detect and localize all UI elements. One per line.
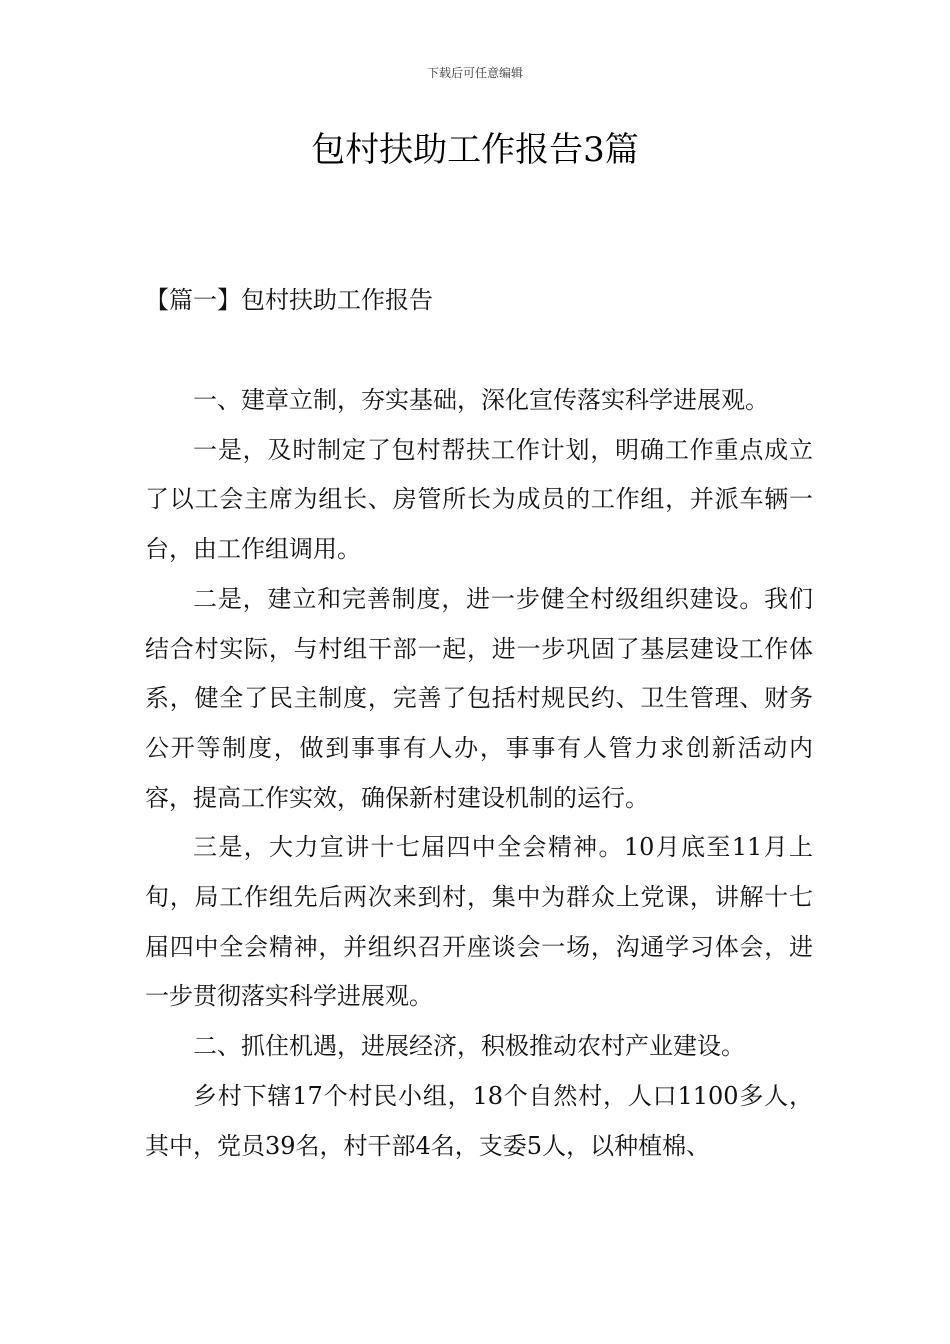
paragraph: 二、抓住机遇，进展经济，积极推动农村产业建设。	[193, 1032, 745, 1061]
paragraph: 二是，建立和完善制度，进一步健全村级组织建设。我们结合村实际，与村组干部一起，进一步巩固了基层建设工作体系，健全了民主制度，完善了包括村规民约、卫生管理、财务公开等制度，做到事事有人办，事事有人管力求创新活动内容，提高工作实效，确保新村建设机制的运行。	[145, 584, 813, 812]
page-title: 包村扶助工作报告3篇	[311, 130, 639, 170]
header-note: 下载后可任意编辑	[426, 66, 523, 80]
paragraph: 一、建章立制，夯实基础，深化宣传落实科学进展观。	[193, 386, 769, 414]
paragraph: 一是，及时制定了包村帮扶工作计划，明确工作重点成立了以工会主席为组长、房管所长为成员的工作组，并派车辆一台，由工作组调用。	[145, 435, 813, 564]
paragraph: 三是，大力宣讲十七届四中全会精神。10月底至11月上旬，局工作组先后两次来到村，集中为群众上党课，讲解十七届四中全会精神，并组织召开座谈会一场，沟通学习体会，进一步贯彻落实科学进展观。	[145, 833, 813, 1011]
section-heading: 【篇一】包村扶助工作报告	[145, 286, 433, 314]
paragraph: 乡村下辖17个村民小组，18个自然村，人口1100多人，其中，党员39名，村干部4名，支委5人，以种植棉、	[145, 1081, 813, 1160]
document-body	[145, 376, 813, 1171]
